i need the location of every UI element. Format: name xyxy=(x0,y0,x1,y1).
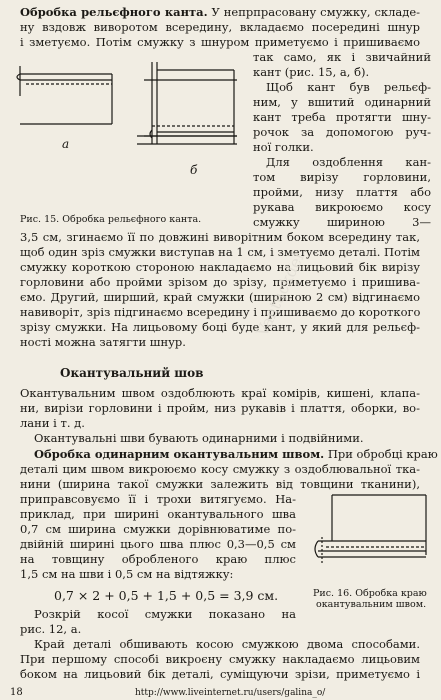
paragraph-line: Край деталі обшивають косою смужкою двома способами. xyxy=(34,637,420,651)
paragraph-line: приклад, при ширині окантувального шва xyxy=(20,507,296,521)
paragraph-line xyxy=(20,6,420,19)
paragraph-line: ни, вирізи горловини і пройм, низ рукавів і плаття, оборки, во- xyxy=(20,401,420,415)
paragraph-line: щоб один зріз смужки виступав на 1 см, і зметуємо деталі. Потім xyxy=(20,245,420,259)
paragraph-line: лани і т. д. xyxy=(20,416,85,430)
paragraph-line: Окантувальним швом оздоблюють краї комірів, кишені, клапа- xyxy=(20,386,420,400)
text-span: При обробці краю xyxy=(327,447,438,461)
paragraph-line: пройми, низу плаття або xyxy=(253,185,431,199)
fig-label-b: б xyxy=(190,163,198,177)
paragraph-line: ну вздовж виворотом всередину, вкладаємо посередині шнур xyxy=(20,20,420,34)
page-number: 18 xyxy=(10,687,23,698)
figure-caption: Рис. 16. Обробка краю xyxy=(313,588,427,599)
section-title: Обробка рельєфного канта. xyxy=(20,5,208,19)
figure-15 xyxy=(12,56,252,206)
paragraph-line: деталі цим швом викроюємо косу смужку з оздоблювальної тка- xyxy=(20,462,420,476)
paragraph-line: смужку короткою стороною накладаємо на лицьовий бік вирізу xyxy=(20,260,420,274)
paragraph-line: ності можна затягти шнур. xyxy=(20,335,186,349)
paragraph-line: так само, як і звичайний xyxy=(253,50,431,64)
figure-caption: окантувальним швом. xyxy=(316,599,427,610)
paragraph-line: 0,7 см ширина смужки дорівнюватиме по- xyxy=(20,522,296,536)
formula: 0,7 × 2 + 0,5 + 1,5 + 0,5 = 3,9 см. xyxy=(54,588,279,603)
paragraph-line: навиворіт, зріз підгинаємо всередину і пришиваємо до короткого xyxy=(20,305,421,319)
paragraph-line xyxy=(34,447,438,461)
paragraph-line: ним, у вшитий одинарний xyxy=(253,95,431,109)
paragraph-line: рис. 12, а. xyxy=(20,622,82,636)
paragraph-line: 3,5 см, згинаємо її по довжині виворітним боком всередину так, xyxy=(20,230,420,244)
paragraph-line: боком на лицьовий бік деталі, суміщуючи зрізи, приметуємо і xyxy=(20,667,420,681)
fig-label-a: а xyxy=(62,137,70,151)
paragraph-line: горловини або пройми зрізом до зрізу, приметуємо і пришива- xyxy=(20,275,420,289)
paragraph-line: смужку шириною 3— xyxy=(253,215,431,229)
paragraph-line: кант (рис. 15, а, б). xyxy=(253,65,370,79)
paragraph-line: Для оздоблення кан- xyxy=(266,155,431,169)
paragraph-line: рочок за допомогою руч- xyxy=(253,125,431,139)
paragraph-line: нини (ширина такої смужки залежить від товщини тканини), xyxy=(20,477,420,491)
paragraph-line: рукава викроюємо косу xyxy=(253,200,431,214)
figure-16 xyxy=(308,493,430,583)
watermark: Vantuckdel xyxy=(252,249,308,340)
paragraph-line: Окантувальні шви бувають одинарними і подвійними. xyxy=(34,431,364,445)
figure-caption: Рис. 15. Обробка рельєфного канта. xyxy=(20,214,202,225)
source-url[interactable]: http://www.liveinternet.ru/users/galina_o/ xyxy=(135,688,326,698)
paragraph-line: двійній ширині цього шва плюс 0,3—0,5 см xyxy=(20,537,296,551)
paragraph-line: 1,5 см на шви і 0,5 см на відтяжку: xyxy=(20,567,234,581)
paragraph-line: і зметуємо. Потім смужку з шнуром приметуємо і пришиваємо xyxy=(20,35,420,49)
paragraph-line: При першому способі викроєну смужку накладаємо лицьовим xyxy=(20,652,420,666)
subsection-title: Обробка одинарним окантувальним швом. xyxy=(34,447,325,461)
paragraph-line: приправсовуємо її і трохи витягуємо. На- xyxy=(20,492,296,506)
paragraph-line: Розкрій косої смужки показано на xyxy=(34,607,296,621)
paragraph-line: том вирізу горловини, xyxy=(253,170,431,184)
paragraph-line: кант треба протягти шну- xyxy=(253,110,431,124)
paragraph-line: ємо. Другий, ширший, край смужки (шириною 2 см) відгинаємо xyxy=(20,290,420,304)
paragraph-line: на товщину обробленого краю плюс xyxy=(20,552,296,566)
text-span: У непрпрасовану смужку, складе- xyxy=(211,5,421,19)
paragraph-line: зрізу смужки. На лицьовому боці буде кант, у який для рельєф- xyxy=(20,320,420,334)
paragraph-line: Щоб кант був рельєф- xyxy=(266,80,431,94)
section-heading: Окантувальний шов xyxy=(60,366,204,380)
paragraph-line: ної голки. xyxy=(253,140,314,154)
